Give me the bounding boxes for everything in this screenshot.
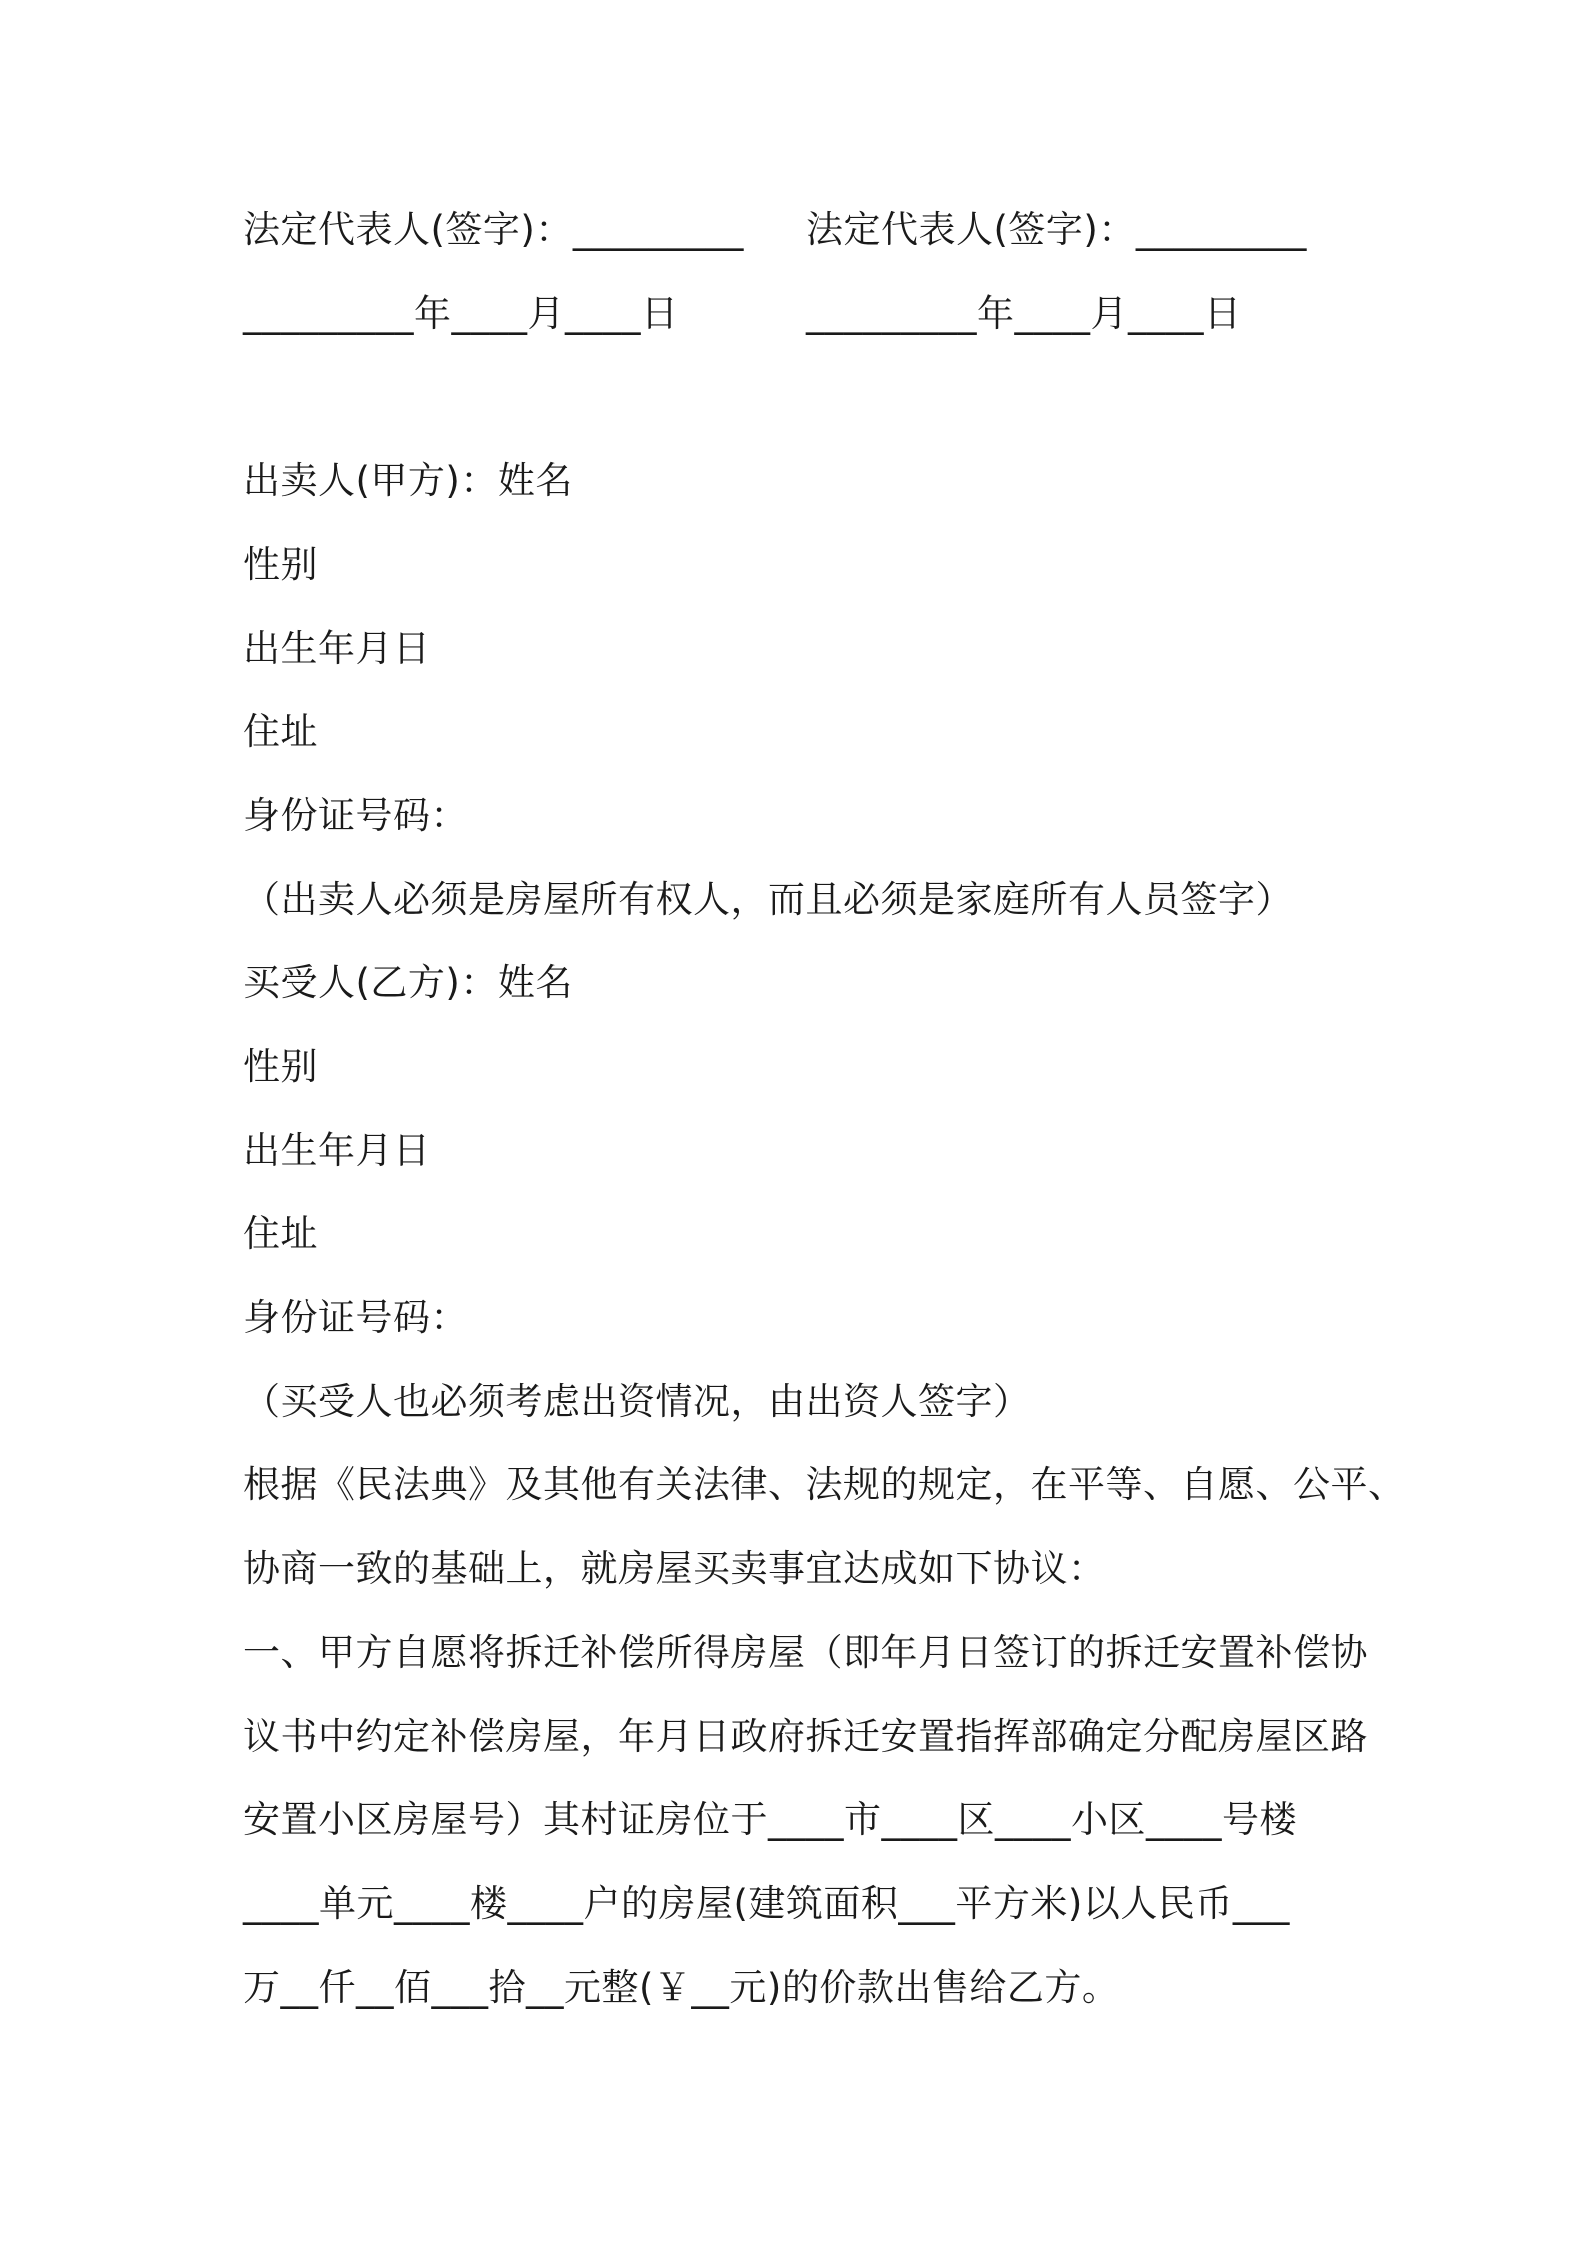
seller-address: 住址: [243, 710, 318, 753]
buyer-note: （买受人也必须考虑出资情况，由出资人签字）: [243, 1380, 1031, 1423]
seller-dob: 出生年月日: [243, 627, 431, 670]
buyer-name-line: 买受人(乙方)：姓名: [243, 961, 573, 1004]
buyer-gender: 性别: [243, 1045, 318, 1088]
seller-name-line: 出卖人(甲方)：姓名: [243, 459, 573, 502]
buyer-id-number: 身份证号码：: [243, 1296, 468, 1339]
left-signature-date: _________年____月____日: [243, 292, 679, 335]
clause-1-line: 一、甲方自愿将拆迁补偿所得房屋（即年月日签订的拆迁安置补偿协: [243, 1631, 1368, 1674]
seller-gender: 性别: [243, 543, 318, 586]
clause-1-line: 议书中约定补偿房屋，年月日政府拆迁安置指挥部确定分配房屋区路: [243, 1715, 1368, 1758]
clause-1-line: 安置小区房屋号）其村证房位于____市____区____小区____号楼: [243, 1798, 1297, 1841]
clause-1-line: 万__仟__佰___拾__元整(￥__元)的价款出售给乙方。: [243, 1966, 1120, 2009]
left-legal-rep-signature: 法定代表人(签字)：_________: [243, 208, 744, 251]
buyer-dob: 出生年月日: [243, 1129, 431, 1172]
preamble-line: 协商一致的基础上，就房屋买卖事宜达成如下协议：: [243, 1547, 1106, 1590]
clause-1-line: ____单元____楼____户的房屋(建筑面积___平方米)以人民币___: [243, 1882, 1290, 1925]
seller-note: （出卖人必须是房屋所有权人，而且必须是家庭所有人员签字）: [243, 878, 1293, 921]
preamble-line: 根据《民法典》及其他有关法律、法规的规定，在平等、自愿、公平、: [243, 1463, 1406, 1506]
seller-id-number: 身份证号码：: [243, 794, 468, 837]
buyer-address: 住址: [243, 1212, 318, 1255]
right-legal-rep-signature: 法定代表人(签字)：_________: [806, 208, 1307, 251]
right-signature-date: _________年____月____日: [806, 292, 1242, 335]
